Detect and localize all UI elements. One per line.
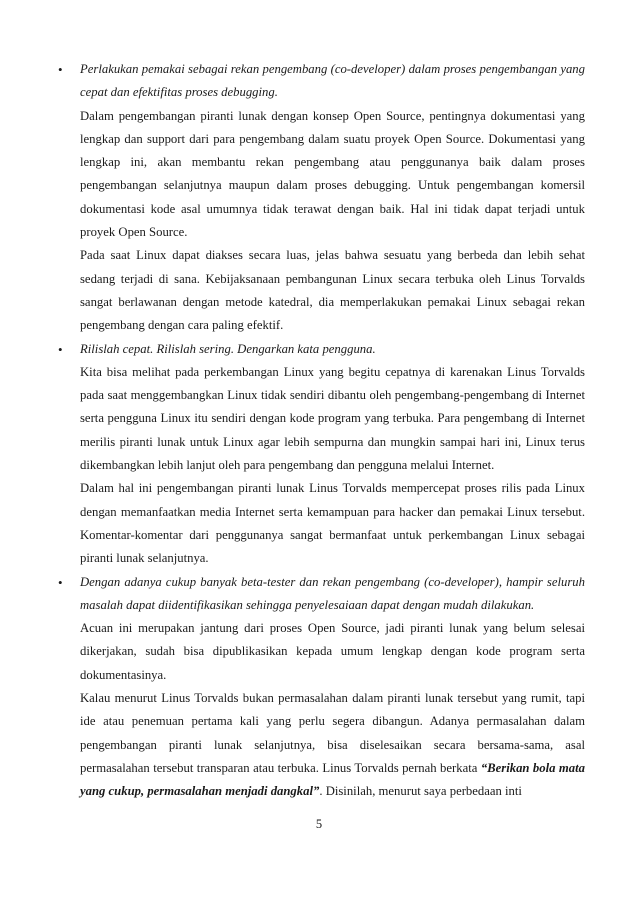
bullet-icon: • (58, 62, 63, 77)
paragraph-text: . Disinilah, menurut saya perbedaan inti (319, 784, 522, 799)
page-number: 5 (315, 817, 323, 831)
section-beta-testers (58, 571, 585, 804)
paragraph: Dalam pengembangan piranti lunak dengan konsep Open Source, pentingnya dokumentasi yang lengkap dan support dari para pengembang dalam suatu proyek Open Source. Dokumentasi yang lengkap ini, akan membantu rekan pengembang atau penggunanya baik dalam proses pengembangan selanjutnya maupun dalam proses debugging. Untuk pengembangan komersil dokumentasi kode asal umumnya tidak terawat dengan baik. Hal ini tidak dapat terjadi untuk proyek Open Source. (80, 108, 585, 240)
bullet-icon: • (58, 341, 63, 357)
section-co-developer (58, 58, 585, 338)
section-heading: Rilislah cepat. Rilislah sering. Dengarkan kata pengguna. (80, 341, 376, 356)
paragraph: Dalam hal ini pengembangan piranti lunak Linus Torvalds mempercepat proses rilis pada Linux dengan memanfaatkan media Internet serta kemampuan para hacker dan pemakai Linux tersebut. Komentar-komentar dari penggunanya sangat bermanfaat untuk perkembangan Linux sebagai piranti lunak selanjutnya. (80, 481, 585, 566)
paragraph: Kita bisa melihat pada perkembangan Linux yang begitu cepatnya di karenakan Linus Torvalds pada saat menggembangkan Linux tidak sendiri dibantu oleh pengembang-pengembang di Internet serta pengguna Linux itu sendiri dengan kode program yang terbuka. Para pengembang di Internet merilis piranti lunak untuk Linux agar lebih sempurna dan mungkin sampai hari ini, Linux terus dikembangkan lebih lanjut oleh para pengembang dan pengguna melalui Internet. (80, 364, 585, 473)
section-heading: Dengan adanya cukup banyak beta-tester dan rekan pengembang (co-developer), hampir seluruh masalah dapat diidentifikasikan sehingga penyelesaiaan dapat dengan mudah dilakukan. (80, 574, 585, 612)
paragraph: Pada saat Linux dapat diakses secara luas, jelas bahwa sesuatu yang berbeda dan lebih sehat sedang terjadi di sana. Kebijaksanaan pembangunan Linux secara terbuka oleh Linus Torvalds sangat berlawanan dengan metode katedral, dia memperlakukan pemakai Linux sebagai rekan pengembang dengan cara paling efektif. (80, 248, 585, 333)
section-heading: Perlakukan pemakai sebagai rekan pengembang (co-developer) dalam proses pengembangan yang cepat dan efektifitas proses debugging. (80, 62, 585, 100)
paragraph-text: Kalau menurut Linus Torvalds bukan permasalahan dalam piranti lunak tersebut yang rumit, tapi ide atau penemuan pertama kali yang perlu segera dibangun. Adanya permasalahan dalam pengembangan piranti lunak selanjutnya, bisa diselesaikan secara bersama-sama, asal permasalahan tersebut transparan atau terbuka. Linus Torvalds pernah berkata (80, 691, 585, 775)
page-content (58, 58, 585, 804)
paragraph: Acuan ini merupakan jantung dari proses Open Source, jadi piranti lunak yang belum selesai dikerjakan, sudah bisa dipublikasikan kepada umum lengkap dengan kode program serta dokumentasinya. (80, 621, 585, 682)
paragraph-with-quote (80, 687, 585, 803)
section-release-early (58, 338, 585, 571)
torvalds-quote: “Berikan bola mata yang cukup, permasalahan menjadi dangkal” (80, 760, 585, 799)
bullet-icon: • (58, 574, 63, 590)
